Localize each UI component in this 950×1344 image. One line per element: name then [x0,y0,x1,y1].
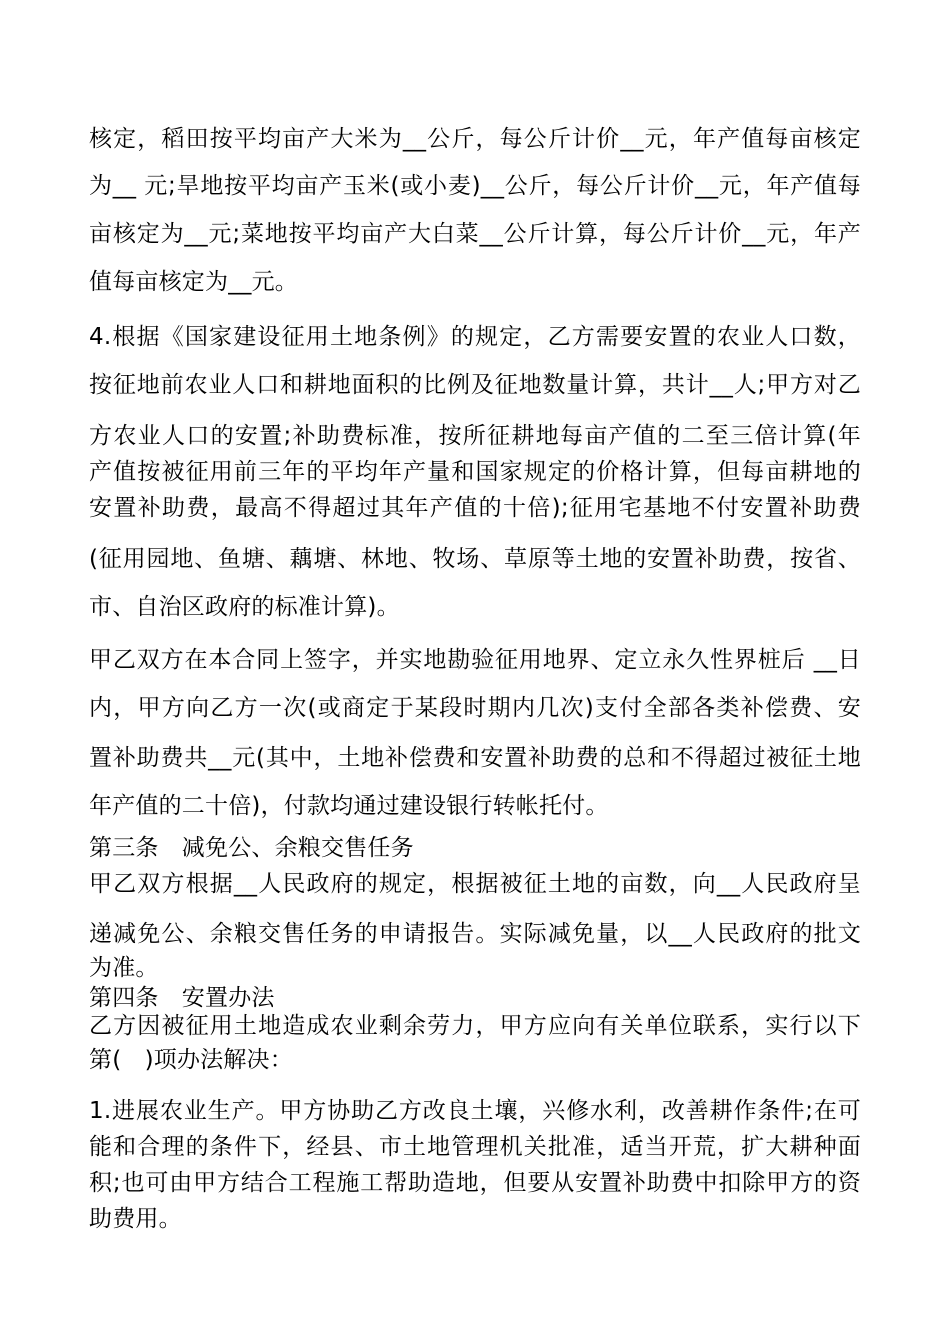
text-line: 助费用。 [89,1206,182,1232]
text-line: 递减免公、余粮交售任务的申请报告。实际减免量，以__人民政府的批文 [89,921,861,947]
section-heading: 第三条 减免公、余粮交售任务 [89,835,414,861]
text-line: 1.进展农业生产。甲方协助乙方改良土壤，兴修水利，改善耕作条件;在可 [89,1098,861,1124]
text-line: 安置补助费，最高不得超过其年产值的十倍);征用宅基地不付安置补助费 [89,495,861,521]
text-line: 甲乙双方在本合同上签字，并实地勘验征用地界、定立永久性界桩后 __日 [89,647,861,673]
text-line: 值每亩核定为__元。 [89,269,298,295]
text-line: 为__ 元;旱地按平均亩产玉米(或小麦)__公斤，每公斤计价__元，年产值每 [89,173,861,199]
text-line: 年产值的二十倍)，付款均通过建设银行转帐托付。 [89,793,609,819]
text-line: 内，甲方向乙方一次(或商定于某段时期内几次)支付全部各类补偿费、安 [89,695,861,721]
text-line: 乙方因被征用土地造成农业剩余劳力，甲方应向有关单位联系，实行以下 [89,1013,861,1039]
text-line: 置补助费共__元(其中，土地补偿费和安置补助费的总和不得超过被征土地 [89,745,861,771]
section-heading: 第四条 安置办法 [89,985,275,1011]
text-line: (征用园地、鱼塘、藕塘、林地、牧场、草原等土地的安置补助费，按省、 [89,546,861,572]
text-line: 甲乙双方根据__人民政府的规定，根据被征土地的亩数，向__人民政府呈 [89,871,861,897]
text-line: 核定，稻田按平均亩产大米为__公斤，每公斤计价__元，年产值每亩核定 [89,126,861,152]
text-line: 积;也可由甲方结合工程施工帮助造地，但要从安置补助费中扣除甲方的资 [89,1170,861,1196]
text-line: 第( )项办法解决： [89,1047,293,1073]
text-line: 亩核定为__元;菜地按平均亩产大白菜__公斤计算，每公斤计价__元，年产 [89,221,861,247]
text-line: 市、自治区政府的标准计算)。 [89,594,400,620]
text-line: 为准。 [89,955,159,981]
text-line: 方农业人口的安置;补助费标准，按所征耕地每亩产值的二至三倍计算(年 [89,423,861,449]
text-line: 按征地前农业人口和耕地面积的比例及征地数量计算，共计__人;甲方对乙 [89,372,861,398]
text-line: 产值按被征用前三年的平均年产量和国家规定的价格计算，但每亩耕地的 [89,459,861,485]
text-line: 能和合理的条件下，经县、市土地管理机关批准，适当开荒，扩大耕种面 [89,1134,861,1160]
text-line: 4.根据《国家建设征用土地条例》的规定，乙方需要安置的农业人口数， [89,324,861,350]
